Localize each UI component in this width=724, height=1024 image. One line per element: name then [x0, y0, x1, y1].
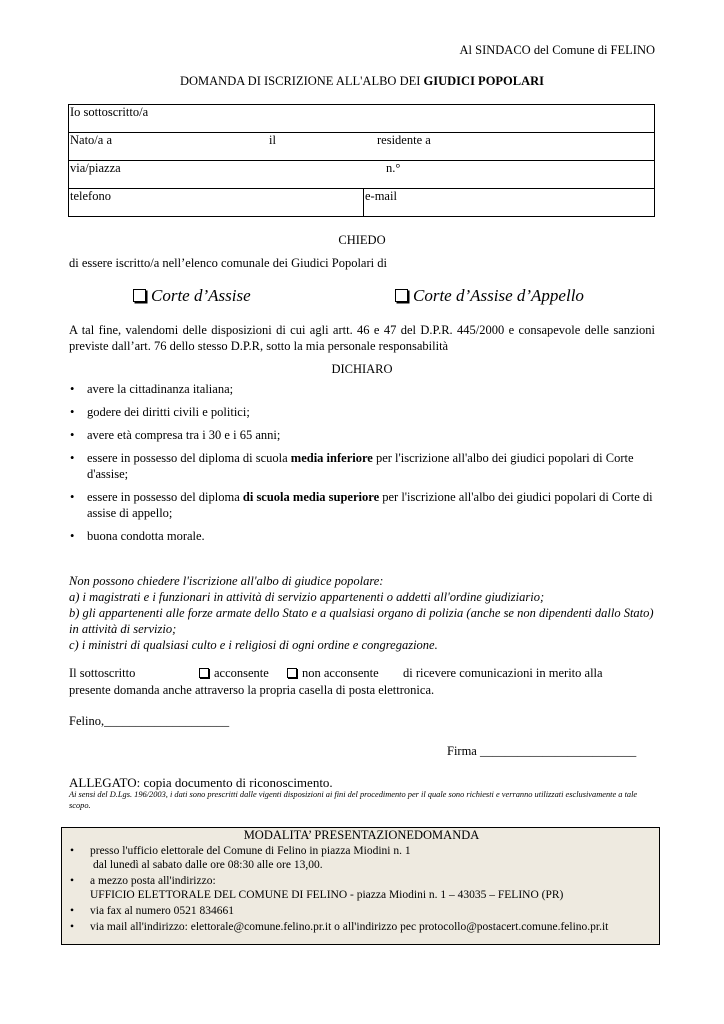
- list-item: [68, 874, 658, 902]
- phone-field[interactable]: [69, 189, 364, 217]
- declaration-item-bold: media inferiore: [290, 451, 373, 465]
- declaration-item-text: avere età compresa tra i 30 e i 65 anni;: [87, 428, 281, 442]
- consent-subject: Il sottoscritto: [69, 666, 136, 680]
- name-label: Io sottoscritto/a: [70, 105, 149, 119]
- list-item: [69, 450, 659, 482]
- place-date-field[interactable]: Felino,____________________: [69, 714, 230, 728]
- submission-subitem: dal lunedì al sabato dalle ore 08:30 alle ore 13,00.: [93, 859, 323, 871]
- phone-label: telefono: [70, 189, 111, 203]
- exclusion-a: a) i magistrati e i funzionari in attività di servizio appartenenti o addetti all'ordine giudiziario;: [69, 590, 545, 604]
- option-corte-assise-appello-label: Corte d’Assise d’Appello: [413, 286, 584, 305]
- submission-title: MODALITA’ PRESENTAZIONEDOMANDA: [243, 828, 480, 842]
- document-title: [0, 74, 724, 89]
- addressee: Al SINDACO del Comune di FELINO: [459, 43, 655, 57]
- declaration-heading: DICHIARO: [331, 362, 393, 376]
- submission-item: via mail all'indirizzo: elettorale@comune.felino.pr.it o all'indirizzo pec protocollo@postacert.comune.felino.pr.it: [90, 921, 609, 933]
- submission-item: via fax al numero 0521 834661: [90, 905, 235, 917]
- checkbox-icon[interactable]: [199, 668, 209, 678]
- option-corte-assise-appello[interactable]: [395, 286, 584, 306]
- exclusion-b: b) gli appartenenti alle forze armate dello Stato e a qualsiasi organo di polizia (anche se non dipendenti dallo Stato) in attività di servizio;: [69, 606, 654, 636]
- declaration-item-text: per l'iscrizione all'albo dei giudici popolari di Corte d'assise;: [87, 451, 634, 481]
- exclusions-block: [69, 573, 659, 653]
- consent-agree-option[interactable]: [199, 666, 269, 681]
- name-field[interactable]: [69, 105, 655, 133]
- list-item: [68, 904, 658, 918]
- date-label: il: [269, 133, 276, 147]
- email-field[interactable]: [364, 189, 655, 217]
- declaration-item-text: avere la cittadinanza italiana;: [87, 382, 234, 396]
- declaration-item-text: essere in possesso del diploma: [87, 490, 243, 504]
- list-item: [69, 489, 659, 521]
- list-item: [68, 920, 658, 934]
- request-heading: CHIEDO: [338, 233, 386, 247]
- declaration-item-text: godere dei diritti civili e politici;: [87, 405, 250, 419]
- email-label: e-mail: [365, 189, 397, 203]
- personal-data-table: [68, 104, 655, 217]
- purpose-paragraph: A tal fine, valendomi delle disposizioni di cui agli artt. 46 e 47 del D.P.R. 445/2000 e consapevole delle sanzioni previste dall’art. 76 dello stesso D.P.R, sotto la mia personale responsabilità: [69, 323, 655, 353]
- checkbox-icon[interactable]: [395, 289, 408, 302]
- submission-list: [68, 844, 658, 936]
- checkbox-icon[interactable]: [133, 289, 146, 302]
- address-field[interactable]: [69, 161, 655, 189]
- signature-field[interactable]: Firma _________________________: [447, 744, 637, 758]
- declaration-item-text: essere in possesso del diploma di scuola: [87, 451, 291, 465]
- consent-disagree-option[interactable]: [287, 666, 379, 681]
- born-label: Nato/a a: [70, 133, 112, 147]
- consent-text-line2: presente domanda anche attraverso la propria casella di posta elettronica.: [69, 683, 435, 697]
- declaration-item-text: per l'iscrizione all'albo dei giudici popolari di Corte di assise di appello;: [87, 490, 653, 520]
- list-item: [68, 844, 658, 872]
- consent-text-line1: di ricevere comunicazioni in merito alla: [403, 666, 603, 680]
- checkbox-icon[interactable]: [287, 668, 297, 678]
- residence-label: residente a: [377, 133, 431, 147]
- request-text: di essere iscritto/a nell’elenco comunale dei Giudici Popolari di: [69, 256, 387, 270]
- submission-box: [61, 827, 660, 945]
- birth-field[interactable]: [69, 133, 655, 161]
- privacy-note: Ai sensi del D.Lgs. 196/2003, i dati sono prescritti dalle vigenti disposizioni ai fini del procedimento per il quale sono richiesti e verranno utilizzati esclusivamente a tale scopo.: [69, 790, 638, 810]
- submission-item: presso l'ufficio elettorale del Comune di Felino in piazza Miodini n. 1: [90, 845, 411, 857]
- list-item: [69, 381, 659, 397]
- street-label: via/piazza: [70, 161, 121, 175]
- number-label: n.°: [386, 161, 401, 175]
- declaration-list: [69, 381, 659, 551]
- list-item: [69, 404, 659, 420]
- title-prefix: DOMANDA DI ISCRIZIONE ALL'ALBO DEI: [179, 74, 424, 88]
- declaration-item-text: buona condotta morale.: [87, 529, 205, 543]
- title-bold: GIUDICI POPOLARI: [423, 74, 545, 88]
- option-corte-assise-label: Corte d’Assise: [151, 286, 251, 305]
- exclusion-c: c) i ministri di qualsiasi culto e i religiosi di ogni ordine e congregazione.: [69, 638, 438, 652]
- consent-disagree-label: non acconsente: [302, 666, 379, 680]
- list-item: [69, 427, 659, 443]
- exclusions-intro: Non possono chiedere l'iscrizione all'albo di giudice popolare:: [69, 574, 384, 588]
- submission-item: a mezzo posta all'indirizzo:: [90, 875, 216, 887]
- option-corte-assise[interactable]: [133, 286, 251, 306]
- submission-subitem: UFFICIO ELETTORALE DEL COMUNE DI FELINO - piazza Miodini n. 1 – 43035 – FELINO (PR): [90, 889, 564, 901]
- consent-agree-label: acconsente: [214, 666, 269, 680]
- list-item: [69, 528, 659, 544]
- declaration-item-bold: di scuola media superiore: [242, 490, 380, 504]
- attachment-note: ALLEGATO: copia documento di riconoscimento.: [69, 775, 333, 790]
